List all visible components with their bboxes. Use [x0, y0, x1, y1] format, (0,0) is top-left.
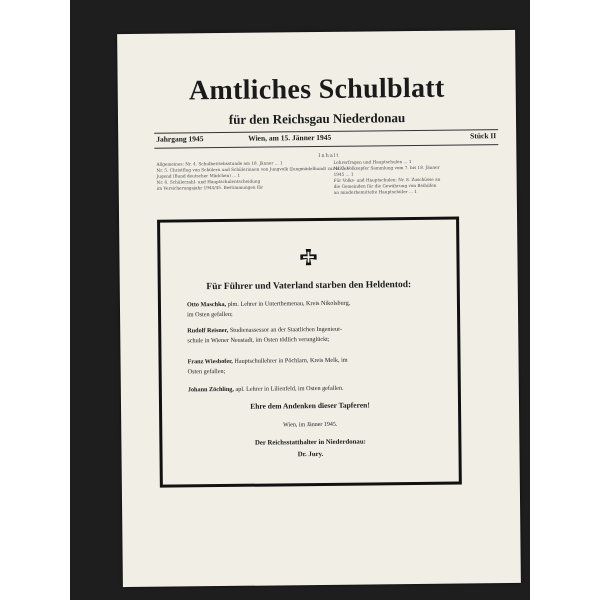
fallen-detail: plm. Lehrer in Unterthemenau, Kreis Nikolsburg,	[227, 299, 351, 308]
fallen-detail-cont: Osten gefallen;	[187, 367, 226, 375]
contents-line: Allgemeines: Nr. 4. Schulbetriebsstunde am 18. Jänner ... 1	[156, 160, 283, 167]
contents-line: Für Volks- und Hauptschulen: Nr. 8. Zuschüsse an	[333, 176, 441, 183]
document-page	[117, 30, 521, 587]
contents-label: Inhalt	[318, 152, 340, 159]
fallen-detail: apl. Lehrer in Lilienfeld, im Osten gefallen.	[235, 384, 344, 393]
contents-line: Nr. 7. Volksopfer Sammlung vom 7. bis 18. Jänner	[333, 164, 440, 171]
fallen-entry	[187, 324, 439, 346]
contents-line: die Gemeinden für die Gewährung von Beihilfen	[333, 182, 437, 189]
fallen-entry	[188, 383, 440, 395]
issue-date: Wien, am 15. Jänner 1945	[248, 132, 332, 143]
fallen-detail-cont: schule in Wiener Neustadt, im Osten tödlich verunglückt;	[187, 335, 330, 344]
memorial-honour-line: Ehre dem Andenken dieser Tapferen!	[250, 400, 370, 411]
memorial-headline: Für Führer und Vaterland starben den Heldentod:	[206, 280, 412, 293]
masthead-subtitle: für den Reichsgau Niederdonau	[228, 110, 406, 127]
contents-line: Nr. 5. Christflug von Schülern und Schülerinnen von Jungvolk (Jungmädelbund) zur Hitler-	[156, 165, 350, 173]
fallen-name: Johann Zöchling,	[187, 385, 234, 394]
contents-line: Lehrerfragen und Hauptschulen ... 1	[333, 159, 412, 165]
fallen-detail: Hauptschullehrer in Pöchlarn, Kreis Melk, im	[234, 356, 348, 365]
contents-line: im Versicherungsjahr 1944/45. Bestimmungen für	[156, 184, 264, 191]
fallen-entry	[187, 298, 439, 320]
fallen-name: Rudolf Reisner,	[187, 326, 229, 335]
contents-line: Jugend (Bund deutscher Mädchen) ... 1	[156, 172, 241, 179]
fallen-detail-cont: im Osten gefallen;	[187, 310, 233, 318]
header-rule-bottom	[154, 144, 498, 149]
masthead-title: Amtliches Schulblatt	[188, 72, 445, 107]
memorial-authority: Der Reichsstatthalter in Niederdonau:	[254, 438, 366, 447]
fallen-name: Otto Maschka,	[186, 300, 227, 309]
fallen-name: Franz Wiesbofer,	[187, 357, 233, 366]
contents-line: an minderbemittelte Hauptschüler ... 1	[333, 188, 417, 195]
contents-line: 1945 ... 1	[333, 171, 354, 177]
issue-volume: Jahrgang 1945	[156, 134, 204, 144]
memorial-signature: Dr. Jury.	[297, 450, 324, 459]
contents-right-column	[333, 158, 503, 196]
issue-number: Stück II	[470, 131, 497, 141]
fallen-entry	[188, 355, 440, 377]
iron-cross-icon	[299, 248, 317, 266]
fallen-detail: Studienassessor an der Staatlichen Ingenieur-	[229, 325, 343, 334]
memorial-notice-frame	[157, 217, 462, 488]
contents-line: Nr. 6. Schülerzahl- und Hauptschulentscheidung	[156, 178, 261, 185]
memorial-place-date: Wien, im Jänner 1945.	[283, 421, 338, 429]
